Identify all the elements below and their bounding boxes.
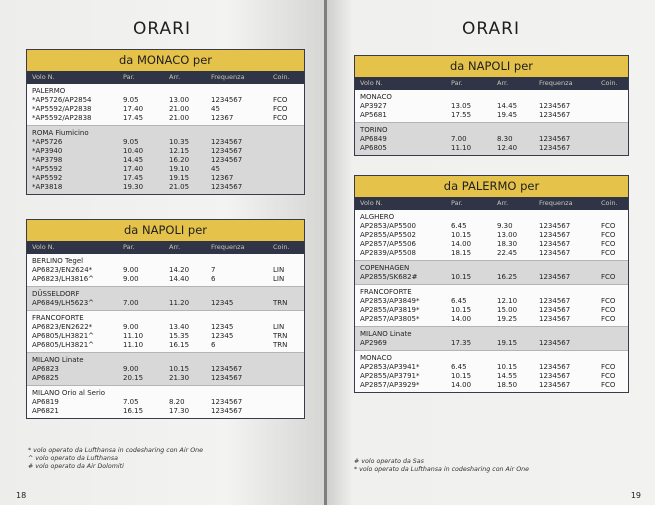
column-header: Par. — [123, 73, 135, 81]
destination-group — [27, 286, 304, 310]
arrival-time: 19.15 — [497, 339, 518, 347]
flight-row — [27, 323, 304, 332]
arrival-time: 15.35 — [169, 332, 190, 340]
arrival-time: 10.15 — [497, 363, 518, 371]
flight-number: AP6819 — [32, 398, 59, 406]
flight-number: AP3927 — [360, 102, 387, 110]
arrival-time: 8.30 — [497, 135, 513, 143]
column-headers — [27, 71, 304, 84]
table-header: da NAPOLI per — [27, 220, 304, 241]
frequency: 1234567 — [539, 363, 571, 371]
arrival-time: 9.30 — [497, 222, 513, 230]
schedule-table-napoli — [354, 55, 629, 156]
arrival-time: 12.15 — [169, 147, 190, 155]
column-header: Coin. — [273, 73, 290, 81]
flight-row — [355, 381, 628, 390]
connection: FCO — [601, 315, 616, 323]
flight-row — [27, 266, 304, 275]
flight-row — [27, 374, 304, 383]
footnote: * volo operato da Lufthansa in codesharing con Air One — [28, 447, 204, 454]
destination-group — [355, 210, 628, 260]
arrival-time: 14.40 — [169, 275, 190, 283]
departure-time: 17.40 — [123, 165, 144, 173]
frequency: 1234567 — [539, 231, 571, 239]
frequency: 12367 — [211, 174, 234, 182]
frequency: 1234567 — [211, 96, 243, 104]
column-headers — [355, 197, 628, 210]
destination-city: ROMA Fiumicino — [32, 129, 89, 137]
flight-row — [355, 249, 628, 258]
flight-row — [355, 363, 628, 372]
flight-row — [355, 372, 628, 381]
connection: FCO — [273, 114, 288, 122]
connection: TRN — [273, 332, 288, 340]
flight-number: *AP5726 — [32, 138, 63, 146]
flight-number: *AP5592 — [32, 174, 63, 182]
destination-city: ALGHERO — [360, 213, 395, 221]
footnote: # volo operato da Air Dolomiti — [28, 463, 124, 470]
departure-time: 10.15 — [451, 273, 472, 281]
footnotes — [28, 447, 203, 471]
arrival-time: 21.05 — [169, 183, 190, 191]
page-title: ORARI — [462, 19, 520, 39]
frequency: 1234567 — [539, 339, 571, 347]
arrival-time: 22.45 — [497, 249, 518, 257]
arrival-time: 12.40 — [497, 144, 518, 152]
departure-time: 7.05 — [123, 398, 139, 406]
arrival-time: 13.00 — [497, 231, 518, 239]
flight-number: AP2853/AP3849* — [360, 297, 420, 305]
frequency: 1234567 — [211, 398, 243, 406]
frequency: 1234567 — [539, 102, 571, 110]
arrival-time: 14.20 — [169, 266, 190, 274]
page-number: 19 — [630, 491, 641, 500]
connection: FCO — [601, 273, 616, 281]
arrival-time: 19.25 — [497, 315, 518, 323]
destination-city: TORINO — [360, 126, 388, 134]
arrival-time: 16.15 — [169, 341, 190, 349]
flight-row — [355, 306, 628, 315]
column-header: Frequenza — [211, 243, 245, 251]
flight-row — [355, 297, 628, 306]
frequency: 12345 — [211, 332, 234, 340]
flight-number: AP5681 — [360, 111, 387, 119]
flight-number: *AP5592/AP2838 — [32, 114, 92, 122]
arrival-time: 10.35 — [169, 138, 190, 146]
flight-row — [27, 174, 304, 183]
flight-row — [27, 275, 304, 284]
departure-time: 11.10 — [123, 332, 144, 340]
destination-city: MONACO — [360, 93, 392, 101]
column-header: Volo N. — [360, 199, 383, 207]
flight-row — [27, 332, 304, 341]
footnotes — [354, 458, 529, 474]
flight-row — [27, 165, 304, 174]
flight-row — [355, 135, 628, 144]
arrival-time: 13.00 — [169, 96, 190, 104]
frequency: 1234567 — [211, 156, 243, 164]
destination-group — [355, 90, 628, 122]
frequency: 1234567 — [539, 381, 571, 389]
flight-row — [27, 114, 304, 123]
flight-number: AP2855/SK682# — [360, 273, 418, 281]
departure-time: 17.35 — [451, 339, 472, 347]
column-header: Coin. — [601, 79, 618, 87]
arrival-time: 16.20 — [169, 156, 190, 164]
frequency: 1234567 — [539, 315, 571, 323]
frequency: 1234567 — [211, 183, 243, 191]
destination-group — [27, 352, 304, 385]
connection: FCO — [601, 381, 616, 389]
departure-time: 9.00 — [123, 365, 139, 373]
arrival-time: 18.30 — [497, 240, 518, 248]
column-header: Arr. — [497, 79, 509, 87]
departure-time: 6.45 — [451, 297, 467, 305]
departure-time: 18.15 — [451, 249, 472, 257]
page-title: ORARI — [133, 19, 191, 39]
destination-city: COPENHAGEN — [360, 264, 410, 272]
arrival-time: 14.55 — [497, 372, 518, 380]
flight-row — [355, 240, 628, 249]
flight-row — [27, 156, 304, 165]
arrival-time: 17.30 — [169, 407, 190, 415]
frequency: 6 — [211, 275, 216, 283]
column-headers — [27, 241, 304, 254]
footnote: * volo operato da Lufthansa in codesharing con Air One — [354, 466, 530, 473]
flight-number: AP6849/LH5623^ — [32, 299, 95, 307]
table-header: da PALERMO per — [355, 176, 628, 197]
destination-group — [355, 326, 628, 350]
column-headers — [355, 77, 628, 90]
frequency: 1234567 — [539, 297, 571, 305]
arrival-time: 21.00 — [169, 114, 190, 122]
column-header: Volo N. — [32, 243, 55, 251]
flight-row — [27, 147, 304, 156]
destination-city: BERLINO Tegel — [32, 257, 84, 265]
departure-time: 7.00 — [123, 299, 139, 307]
flight-number: *AP5592 — [32, 165, 63, 173]
page-number: 18 — [16, 491, 27, 500]
schedule-table-napoli — [26, 219, 305, 419]
flight-number: *AP5726/AP2854 — [32, 96, 92, 104]
flight-number: AP2857/AP3929* — [360, 381, 420, 389]
flight-row — [355, 231, 628, 240]
column-header: Par. — [451, 79, 463, 87]
arrival-time: 19.45 — [497, 111, 518, 119]
connection: FCO — [601, 222, 616, 230]
flight-number: AP6849 — [360, 135, 387, 143]
flight-number: AP6805 — [360, 144, 387, 152]
flight-row — [355, 315, 628, 324]
departure-time: 10.15 — [451, 306, 472, 314]
arrival-time: 18.50 — [497, 381, 518, 389]
frequency: 1234567 — [211, 365, 243, 373]
arrival-time: 19.10 — [169, 165, 190, 173]
column-header: Frequenza — [211, 73, 245, 81]
column-header: Par. — [123, 243, 135, 251]
flight-row — [355, 102, 628, 111]
connection: TRN — [273, 299, 288, 307]
destination-group — [27, 84, 304, 125]
arrival-time: 13.40 — [169, 323, 190, 331]
frequency: 1234567 — [539, 249, 571, 257]
frequency: 1234567 — [211, 138, 243, 146]
column-header: Coin. — [601, 199, 618, 207]
departure-time: 14.00 — [451, 315, 472, 323]
arrival-time: 16.25 — [497, 273, 518, 281]
connection: LIN — [273, 266, 285, 274]
table-header: da NAPOLI per — [355, 56, 628, 77]
schedule-table-monaco — [26, 49, 305, 195]
column-header: Arr. — [169, 73, 181, 81]
departure-time: 14.00 — [451, 240, 472, 248]
flight-row — [27, 365, 304, 374]
departure-time: 10.15 — [451, 231, 472, 239]
flight-number: AP2853/AP3941* — [360, 363, 420, 371]
departure-time: 20.15 — [123, 374, 144, 382]
flight-row — [27, 96, 304, 105]
destination-group — [27, 125, 304, 194]
flight-number: AP2855/AP3791* — [360, 372, 420, 380]
column-header: Frequenza — [539, 79, 573, 87]
frequency: 7 — [211, 266, 216, 274]
connection: FCO — [601, 297, 616, 305]
frequency: 12345 — [211, 323, 234, 331]
departure-time: 17.55 — [451, 111, 472, 119]
column-header: Par. — [451, 199, 463, 207]
flight-number: AP6823 — [32, 365, 59, 373]
arrival-time: 14.45 — [497, 102, 518, 110]
departure-time: 14.00 — [451, 381, 472, 389]
connection: FCO — [601, 240, 616, 248]
frequency: 1234567 — [539, 111, 571, 119]
flight-number: AP6823/EN2622* — [32, 323, 93, 331]
right-page — [327, 0, 655, 505]
flight-row — [27, 183, 304, 192]
connection: LIN — [273, 275, 285, 283]
flight-number: *AP3940 — [32, 147, 63, 155]
destination-city: MONACO — [360, 354, 392, 362]
departure-time: 9.00 — [123, 266, 139, 274]
frequency: 1234567 — [211, 374, 243, 382]
column-header: Coin. — [273, 243, 290, 251]
frequency: 45 — [211, 165, 220, 173]
flight-number: AP6823/LH3816^ — [32, 275, 95, 283]
destination-group — [355, 260, 628, 284]
frequency: 45 — [211, 105, 220, 113]
departure-time: 19.30 — [123, 183, 144, 191]
footnote: ^ volo operato da Lufthansa — [28, 455, 118, 462]
arrival-time: 12.10 — [497, 297, 518, 305]
connection: TRN — [273, 341, 288, 349]
column-header: Frequenza — [539, 199, 573, 207]
flight-number: AP6825 — [32, 374, 59, 382]
departure-time: 10.15 — [451, 372, 472, 380]
frequency: 1234567 — [539, 144, 571, 152]
frequency: 6 — [211, 341, 216, 349]
destination-city: FRANCOFORTE — [360, 288, 412, 296]
frequency: 1234567 — [211, 147, 243, 155]
departure-time: 16.15 — [123, 407, 144, 415]
arrival-time: 21.00 — [169, 105, 190, 113]
connection: FCO — [601, 306, 616, 314]
departure-time: 14.45 — [123, 156, 144, 164]
arrival-time: 8.20 — [169, 398, 185, 406]
destination-group — [27, 310, 304, 352]
destination-city: MILANO Linate — [32, 356, 84, 364]
destination-city: MILANO Linate — [360, 330, 412, 338]
flight-row — [355, 144, 628, 153]
destination-group — [355, 122, 628, 155]
flight-row — [27, 105, 304, 114]
column-header: Arr. — [169, 243, 181, 251]
column-header: Arr. — [497, 199, 509, 207]
destination-group — [355, 284, 628, 326]
connection: FCO — [601, 249, 616, 257]
flight-number: AP2855/AP3819* — [360, 306, 420, 314]
frequency: 1234567 — [539, 372, 571, 380]
connection: FCO — [601, 231, 616, 239]
frequency: 1234567 — [211, 407, 243, 415]
arrival-time: 11.20 — [169, 299, 190, 307]
flight-row — [27, 398, 304, 407]
departure-time: 11.10 — [123, 341, 144, 349]
flight-number: AP6823/EN2624* — [32, 266, 93, 274]
frequency: 1234567 — [539, 306, 571, 314]
flight-number: AP2839/AP5508 — [360, 249, 417, 257]
departure-time: 6.45 — [451, 363, 467, 371]
schedule-table-palermo — [354, 175, 629, 393]
departure-time: 9.00 — [123, 323, 139, 331]
destination-group — [355, 350, 628, 392]
frequency: 12345 — [211, 299, 234, 307]
frequency: 1234567 — [539, 135, 571, 143]
arrival-time: 21.30 — [169, 374, 190, 382]
left-page — [0, 0, 324, 505]
flight-row — [355, 111, 628, 120]
column-header: Volo N. — [360, 79, 383, 87]
departure-time: 9.00 — [123, 275, 139, 283]
frequency: 12367 — [211, 114, 234, 122]
footnote: # volo operato da Sas — [354, 458, 424, 465]
column-header: Volo N. — [32, 73, 55, 81]
departure-time: 17.40 — [123, 105, 144, 113]
connection: FCO — [273, 105, 288, 113]
destination-group — [27, 385, 304, 418]
departure-time: 13.05 — [451, 102, 472, 110]
departure-time: 11.10 — [451, 144, 472, 152]
flight-row — [27, 407, 304, 416]
destination-group — [27, 254, 304, 286]
flight-row — [27, 299, 304, 308]
flight-number: AP2969 — [360, 339, 387, 347]
departure-time: 17.45 — [123, 174, 144, 182]
frequency: 1234567 — [539, 273, 571, 281]
flight-row — [355, 273, 628, 282]
departure-time: 9.05 — [123, 96, 139, 104]
frequency: 1234567 — [539, 240, 571, 248]
flight-number: AP2857/AP3805* — [360, 315, 420, 323]
flight-number: AP6821 — [32, 407, 59, 415]
flight-row — [355, 339, 628, 348]
departure-time: 10.40 — [123, 147, 144, 155]
arrival-time: 15.00 — [497, 306, 518, 314]
destination-city: MILANO Orio al Serio — [32, 389, 106, 397]
flight-number: AP6805/LH3821^ — [32, 332, 95, 340]
flight-row — [27, 138, 304, 147]
arrival-time: 10.15 — [169, 365, 190, 373]
destination-city: FRANCOFORTE — [32, 314, 84, 322]
flight-number: AP6805/LH3821^ — [32, 341, 95, 349]
flight-row — [27, 341, 304, 350]
departure-time: 6.45 — [451, 222, 467, 230]
connection: FCO — [601, 372, 616, 380]
flight-number: AP2855/AP5502 — [360, 231, 417, 239]
frequency: 1234567 — [539, 222, 571, 230]
flight-number: *AP3818 — [32, 183, 63, 191]
destination-city: DÜSSELDORF — [32, 290, 80, 298]
flight-number: *AP5592/AP2838 — [32, 105, 92, 113]
departure-time: 17.45 — [123, 114, 144, 122]
arrival-time: 19.15 — [169, 174, 190, 182]
connection: LIN — [273, 323, 285, 331]
connection: FCO — [273, 96, 288, 104]
destination-city: PALERMO — [32, 87, 66, 95]
table-header: da MONACO per — [27, 50, 304, 71]
departure-time: 9.05 — [123, 138, 139, 146]
flight-number: AP2857/AP5506 — [360, 240, 417, 248]
departure-time: 7.00 — [451, 135, 467, 143]
flight-number: AP2853/AP5500 — [360, 222, 417, 230]
flight-number: *AP3798 — [32, 156, 63, 164]
connection: FCO — [601, 363, 616, 371]
flight-row — [355, 222, 628, 231]
